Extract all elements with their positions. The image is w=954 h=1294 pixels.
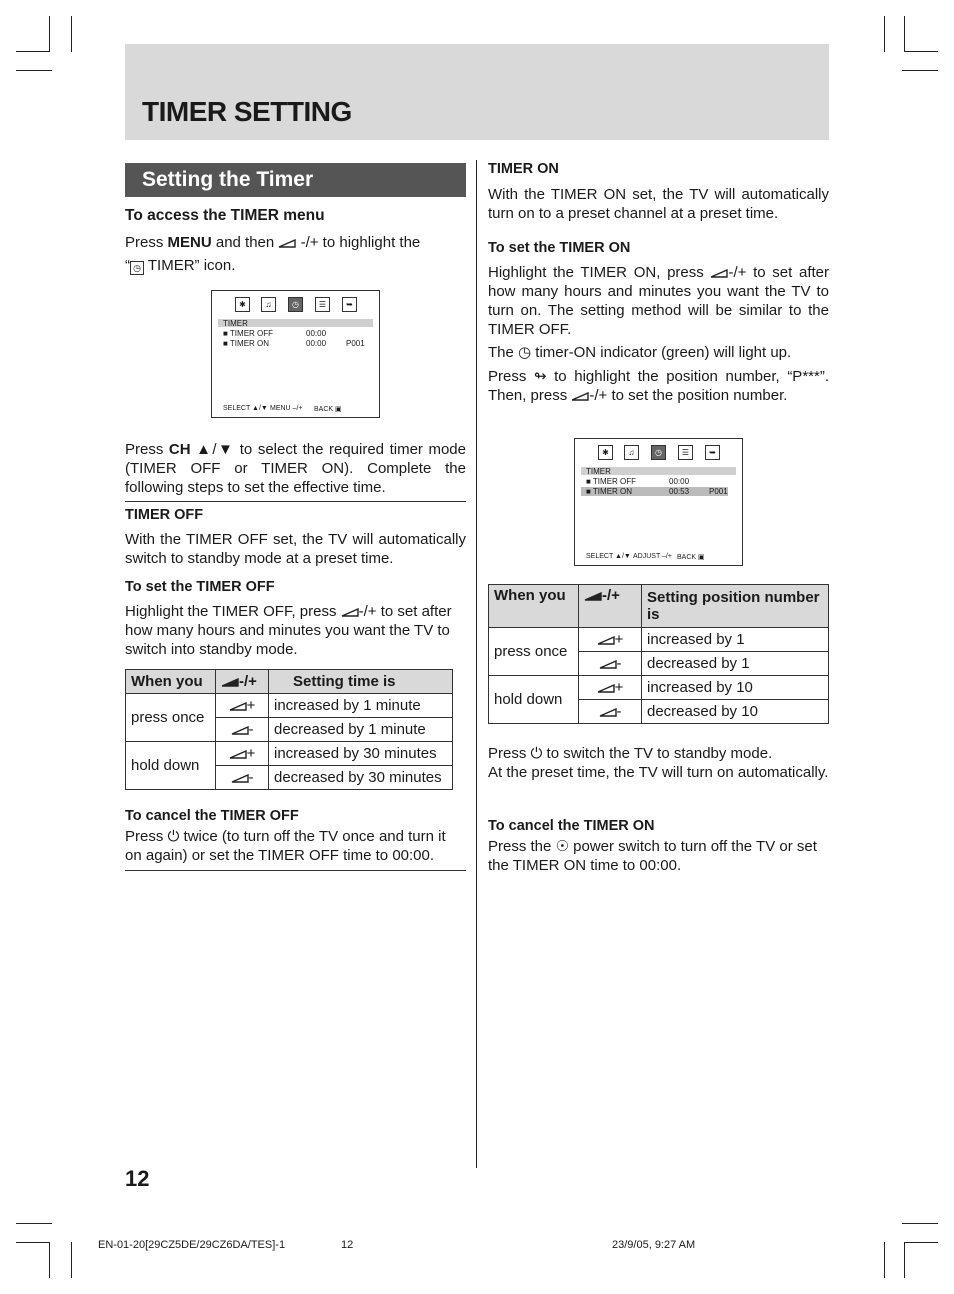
volume-plus-cell: +: [216, 742, 269, 766]
timer-off-table: [125, 669, 453, 790]
access-heading: To access the TIMER menu: [125, 207, 325, 224]
timer-on-position: P001: [709, 487, 728, 496]
timer-on-symbol: ■: [586, 487, 591, 496]
timer-on-row: ■ TIMER ON: [586, 487, 633, 496]
col-header-setting: Setting position number is: [642, 585, 829, 628]
timer-menu-screen: [211, 290, 380, 418]
timer-on-screen: [574, 438, 743, 566]
table-cell: increased by 30 minutes: [269, 742, 453, 766]
back-icon: ▣: [335, 406, 342, 413]
volume-minus-cell: -: [216, 718, 269, 742]
col-header-volume: -/+: [216, 670, 269, 694]
function-menu-icon: ➥: [342, 297, 357, 312]
timer-on-time: 00:00: [306, 339, 327, 348]
timer-off-row: ■ TIMER OFF: [223, 329, 274, 338]
crop-mark: [49, 1242, 50, 1278]
set-timer-off-heading: To set the TIMER OFF: [125, 579, 275, 595]
footer-timestamp: 23/9/05, 9:27 AM: [612, 1239, 696, 1251]
crop-mark: [904, 16, 905, 52]
table-cell: increased by 10: [642, 676, 829, 700]
table-cell: decreased by 1 minute: [269, 718, 453, 742]
standby-icon: ⏻: [167, 828, 180, 845]
sound-menu-icon: ♫: [624, 445, 639, 460]
row-group-hold-down: hold down: [126, 742, 216, 790]
timer-on-time: 00:53: [669, 487, 690, 496]
footer-page: 12: [341, 1239, 354, 1251]
row-group-hold-down: hold down: [489, 676, 579, 724]
timer-off-time: 00:00: [306, 329, 327, 338]
volume-icon: [710, 269, 728, 278]
volume-icon: [229, 750, 247, 759]
volume-icon: [231, 726, 249, 735]
table-cell: decreased by 10: [642, 700, 829, 724]
set-timer-on-text: Highlight the TIMER ON, press -/+ to set after how many hours and minutes you want the TV to turn on. The setting method will be similar to the TIMER OFF.: [488, 264, 829, 338]
timer-on-symbol: ■: [223, 339, 228, 348]
volume-plus-cell: +: [579, 628, 642, 652]
volume-icon: [571, 392, 589, 401]
column-divider: [476, 160, 477, 1168]
volume-icon: [597, 684, 615, 693]
crop-mark: [902, 1223, 938, 1224]
volume-minus-cell: -: [579, 652, 642, 676]
screen-footer-back: BACK ▣: [677, 554, 705, 561]
cancel-timer-off-heading: To cancel the TIMER OFF: [125, 808, 299, 824]
standby-text: Press ⏻ to switch the TV to standby mode.: [488, 745, 773, 762]
sound-menu-icon: ♫: [261, 297, 276, 312]
table-cell: increased by 1 minute: [269, 694, 453, 718]
volume-icon: [229, 702, 247, 711]
cancel-timer-on-heading: To cancel the TIMER ON: [488, 818, 655, 834]
setup-menu-icon: ☰: [678, 445, 693, 460]
cancel-timer-on-text: Press the ☉ power switch to turn off the TV or set the TIMER ON time to 00:00.: [488, 838, 817, 874]
volume-minus-cell: -: [579, 700, 642, 724]
crop-mark: [16, 70, 52, 71]
crop-mark: [904, 1242, 938, 1243]
timer-on-row: ■ TIMER ON: [223, 339, 270, 348]
crop-mark: [16, 1223, 52, 1224]
picture-menu-icon: ✱: [235, 297, 250, 312]
volume-icon: [231, 774, 249, 783]
timer-on-table: [488, 584, 829, 724]
crop-mark: [16, 1242, 50, 1243]
volume-icon: [599, 708, 617, 717]
indicator-text: The ◷ timer-ON indicator (green) will light up.: [488, 344, 792, 361]
table-cell: decreased by 1: [642, 652, 829, 676]
volume-minus-cell: -: [216, 766, 269, 790]
screen-footer-select: SELECT ▲/▼: [586, 553, 631, 560]
input-select-icon: ↬: [533, 368, 547, 385]
timer-menu-icon: ◷: [288, 297, 303, 312]
screen-footer-menu: MENU –/+: [270, 405, 303, 412]
crop-mark: [71, 16, 72, 52]
setup-menu-icon: ☰: [315, 297, 330, 312]
volume-icon: [599, 660, 617, 669]
screen-label: TIMER: [586, 467, 611, 476]
row-group-press-once: press once: [126, 694, 216, 742]
standby-icon: ⏻: [530, 745, 543, 762]
volume-icon: [341, 608, 359, 617]
volume-plus-cell: +: [579, 676, 642, 700]
page-title: TIMER SETTING: [142, 96, 352, 127]
crop-mark: [904, 51, 938, 52]
col-header-when: When you: [126, 670, 216, 694]
crop-mark: [902, 70, 938, 71]
timer-off-symbol: ■: [223, 329, 228, 338]
timer-off-description: With the TIMER OFF set, the TV will automatically switch to standby mode at a preset time.: [125, 531, 466, 567]
section-title: Setting the Timer: [142, 168, 314, 191]
cancel-timer-off-text: Press ⏻ twice (to turn off the TV once and turn it on again) or set the TIMER OFF time to 00:00.: [125, 828, 446, 864]
timer-on-description: With the TIMER ON set, the TV will automatically turn on to a preset channel at a preset time.: [488, 186, 829, 222]
position-text: Press ↬ to highlight the position number, “P***”. Then, press -/+ to set the position number.: [488, 368, 829, 404]
rule: [125, 501, 466, 502]
rule: [125, 870, 466, 871]
row-group-press-once: press once: [489, 628, 579, 676]
channel-select-text: Press CH ▲/▼ to select the required timer mode (TIMER OFF or TIMER ON). Complete the following steps to set the effective time.: [125, 441, 466, 496]
set-timer-off-text: Highlight the TIMER OFF, press -/+ to set after how many hours and minutes you want the TV to switch into standby mode.: [125, 603, 452, 658]
volume-plus-cell: +: [216, 694, 269, 718]
timer-icon: ◷: [130, 261, 144, 275]
screen-footer-select: SELECT ▲/▼: [223, 405, 268, 412]
table-cell: decreased by 30 minutes: [269, 766, 453, 790]
timer-off-heading: TIMER OFF: [125, 507, 204, 523]
volume-icon: [597, 636, 615, 645]
access-text-line2: “ ◷ TIMER” icon.: [125, 257, 236, 274]
timer-on-heading: TIMER ON: [488, 161, 559, 177]
set-timer-on-heading: To set the TIMER ON: [488, 240, 631, 256]
screen-footer-back: BACK ▣: [314, 406, 342, 413]
back-icon: ▣: [698, 554, 705, 561]
col-header-volume: -/+: [579, 585, 642, 628]
crop-mark: [71, 1242, 72, 1278]
crop-mark: [49, 16, 50, 52]
power-switch-icon: ☉: [555, 838, 569, 855]
footer-file-id: EN-01-20[29CZ5DE/29CZ6DA/TES]-1: [98, 1239, 286, 1251]
col-header-when: When you: [489, 585, 579, 628]
timer-on-indicator-icon: ◷: [518, 344, 532, 361]
timer-on-position: P001: [346, 339, 365, 348]
table-cell: increased by 1: [642, 628, 829, 652]
col-header-setting: Setting time is: [269, 670, 453, 694]
function-menu-icon: ➥: [705, 445, 720, 460]
access-text-line1: Press MENU and then -/+ to highlight the: [125, 234, 421, 251]
auto-on-text: At the preset time, the TV will turn on automatically.: [488, 764, 829, 781]
volume-icon: [221, 678, 239, 687]
screen-footer-adjust: ADJUST –/+: [633, 553, 672, 560]
volume-icon: [278, 239, 296, 248]
crop-mark: [904, 1242, 905, 1278]
timer-off-time: 00:00: [669, 477, 690, 486]
crop-mark: [16, 51, 50, 52]
crop-mark: [884, 1242, 885, 1278]
crop-mark: [884, 16, 885, 52]
timer-menu-icon: ◷: [651, 445, 666, 460]
section-bar: [125, 163, 466, 197]
timer-off-row: ■ TIMER OFF: [586, 477, 637, 486]
timer-off-symbol: ■: [586, 477, 591, 486]
picture-menu-icon: ✱: [598, 445, 613, 460]
volume-icon: [584, 592, 602, 601]
screen-label: TIMER: [223, 319, 248, 328]
page-number: 12: [125, 1166, 150, 1191]
